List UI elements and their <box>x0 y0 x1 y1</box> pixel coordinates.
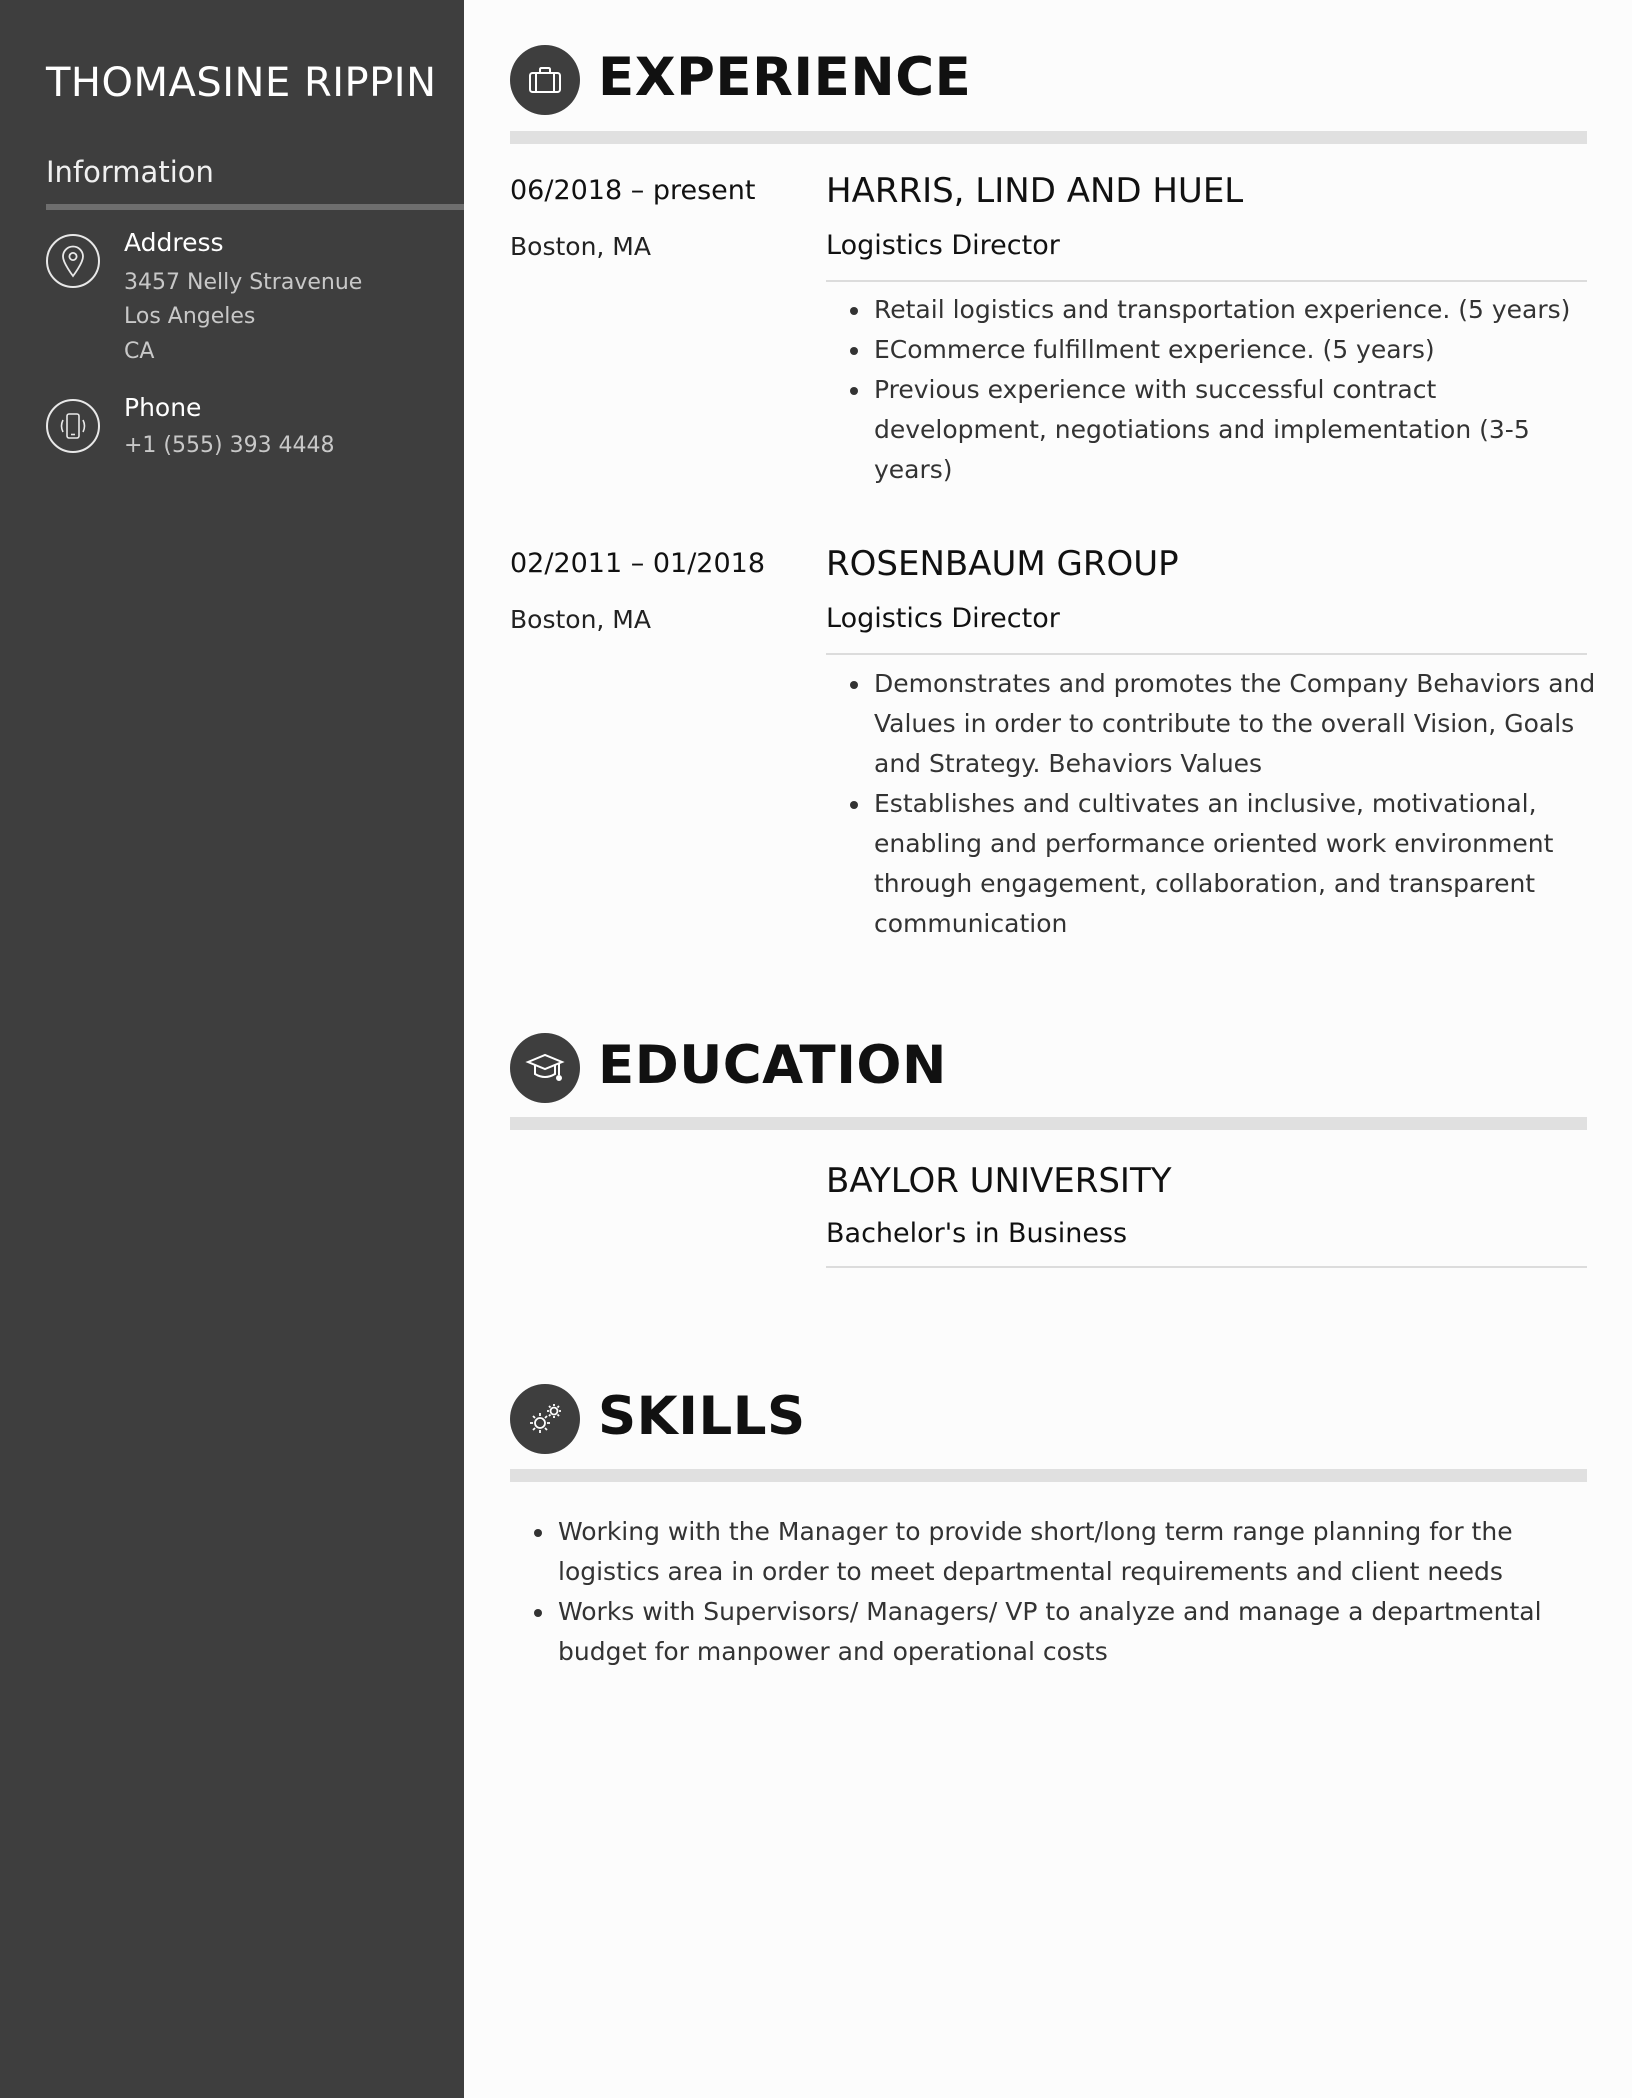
list-item: Demonstrates and promotes the Company Behaviors and Values in order to contribute to the overall Vision, Goals and Strategy. Behaviors Values <box>826 664 1596 784</box>
education-degree: Bachelor's in Business <box>826 1218 1128 1249</box>
education-title: EDUCATION <box>598 1035 947 1096</box>
job-1-company: HARRIS, LIND AND HUEL <box>826 171 1244 211</box>
sidebar <box>0 0 464 2098</box>
phone-label: Phone <box>124 393 202 422</box>
skills-divider <box>510 1469 1587 1482</box>
address-line-1: 3457 Nelly Stravenue <box>124 270 363 295</box>
list-item: Working with the Manager to provide short/long term range planning for the logistics area in order to meet departmental requirements and client needs <box>510 1512 1597 1592</box>
education-divider <box>510 1117 1587 1130</box>
address-line-2: Los Angeles <box>124 304 256 329</box>
graduation-cap-icon <box>510 1033 580 1103</box>
education-school: BAYLOR UNIVERSITY <box>826 1161 1172 1201</box>
list-item: Retail logistics and transportation experience. (5 years) <box>826 290 1596 330</box>
phone-number: +1 (555) 393 4448 <box>124 433 335 458</box>
job-2-dates: 02/2011 – 01/2018 <box>510 548 765 579</box>
list-item: Establishes and cultivates an inclusive, motivational, enabling and performance oriented work environment through engagement, collaboration, and transparent communication <box>826 784 1596 944</box>
experience-title: EXPERIENCE <box>598 47 972 108</box>
job-2-company: ROSENBAUM GROUP <box>826 544 1179 584</box>
mobile-phone-icon <box>46 399 100 453</box>
job-1-bullets <box>826 290 1596 490</box>
job-1-role: Logistics Director <box>826 230 1060 261</box>
job-2-location: Boston, MA <box>510 605 651 634</box>
experience-divider <box>510 131 1587 144</box>
job-1-dates: 06/2018 – present <box>510 175 756 206</box>
briefcase-icon <box>510 45 580 115</box>
location-pin-icon <box>46 234 100 288</box>
education-entry-divider <box>826 1266 1587 1268</box>
skills-title: SKILLS <box>598 1386 806 1447</box>
information-heading: Information <box>46 155 214 189</box>
information-divider <box>46 204 464 210</box>
job-2-divider <box>826 653 1587 655</box>
job-2-role: Logistics Director <box>826 603 1060 634</box>
candidate-name: THOMASINE RIPPIN <box>46 60 437 106</box>
skills-bullets <box>510 1512 1597 1672</box>
list-item: ECommerce fulfillment experience. (5 years) <box>826 330 1596 370</box>
job-2-bullets <box>826 664 1596 944</box>
gears-icon <box>510 1384 580 1454</box>
list-item: Previous experience with successful contract development, negotiations and implementation (3-5 years) <box>826 370 1596 490</box>
job-1-divider <box>826 280 1587 282</box>
job-1-location: Boston, MA <box>510 232 651 261</box>
address-line-3: CA <box>124 339 155 364</box>
list-item: Works with Supervisors/ Managers/ VP to analyze and manage a departmental budget for manpower and operational costs <box>510 1592 1597 1672</box>
address-label: Address <box>124 228 224 257</box>
